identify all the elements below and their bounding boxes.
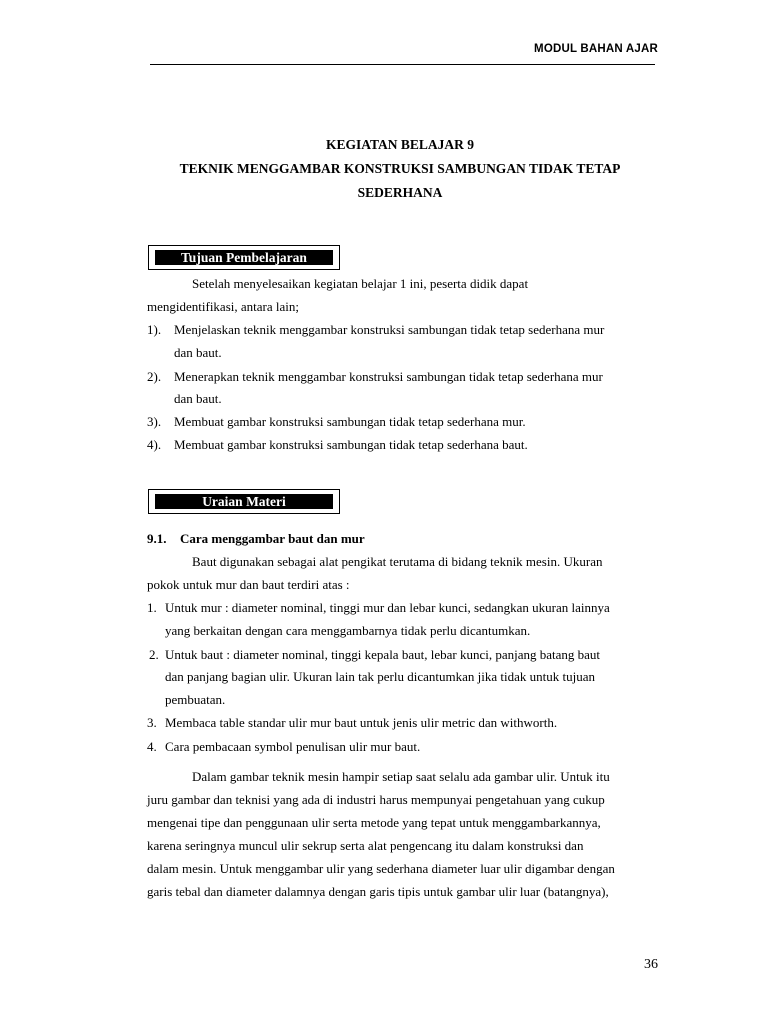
- list-item-2-line3: pembuatan.: [165, 692, 226, 707]
- uraian-label-box: [148, 489, 340, 514]
- para2-line6: garis tebal dan diameter dalamnya dengan garis tipis untuk gambar ulir luar (batangnya),: [147, 884, 609, 899]
- list-item-2-line1: Untuk baut : diameter nominal, tinggi kepala baut, lebar kunci, panjang batang baut: [165, 647, 601, 662]
- running-header: MODUL BAHAN AJAR: [534, 43, 658, 55]
- list-item-1-line2: yang berkaitan dengan cara menggambarnya tidak perlu dicantumkan.: [165, 623, 531, 638]
- list-item-4-num: 4.: [147, 739, 157, 754]
- tujuan-item-1-line2: dan baut.: [174, 345, 222, 360]
- para2-line4: karena seringnya muncul ulir sekrup serta alat pengencang itu dalam konstruksi dan: [147, 838, 584, 853]
- para2-line1: Dalam gambar teknik mesin hampir setiap saat selalu ada gambar ulir. Untuk itu: [192, 769, 610, 784]
- list-item-1-num: 1.: [147, 600, 157, 615]
- tujuan-intro-line1: Setelah menyelesaikan kegiatan belajar 1 ini, peserta didik dapat: [192, 276, 529, 291]
- list-item-3-line1: Membaca table standar ulir mur baut untuk jenis ulir metric dan withworth.: [165, 715, 558, 730]
- list-item-4-line1: Cara pembacaan symbol penulisan ulir mur baut.: [165, 739, 421, 754]
- tujuan-label: Tujuan Pembelajaran: [155, 250, 333, 265]
- uraian-label: Uraian Materi: [155, 494, 333, 509]
- para1-line1: Baut digunakan sebagai alat pengikat terutama di bidang teknik mesin. Ukuran: [192, 554, 603, 569]
- tujuan-item-4-num: 4).: [147, 437, 162, 452]
- chapter-title: KEGIATAN BELAJAR 9: [325, 137, 475, 152]
- section-number: 9.1.: [147, 531, 167, 546]
- header-rule: [150, 64, 655, 65]
- para2-line3: mengenai tipe dan penggunaan ulir serta metode yang tepat untuk menggambarkannya,: [147, 815, 601, 830]
- list-item-2-line2: dan panjang bagian ulir. Ukuran lain tak perlu dicantumkan jika tidak untuk tujuan: [165, 669, 595, 684]
- para2-line2: juru gambar dan teknisi yang ada di industri harus mempunyai pengetahuan yang cukup: [147, 792, 605, 807]
- tujuan-item-1-line1: Menjelaskan teknik menggambar konstruksi sambungan tidak tetap sederhana mur: [174, 322, 605, 337]
- tujuan-item-2-line1: Menerapkan teknik menggambar konstruksi sambungan tidak tetap sederhana mur: [174, 369, 603, 384]
- tujuan-intro-line2: mengidentifikasi, antara lain;: [147, 299, 299, 314]
- list-item-1-line1: Untuk mur : diameter nominal, tinggi mur dan lebar kunci, sedangkan ukuran lainnya: [165, 600, 610, 615]
- tujuan-item-3-line1: Membuat gambar konstruksi sambungan tidak tetap sederhana mur.: [174, 414, 526, 429]
- para1-line2: pokok untuk mur dan baut terdiri atas :: [147, 577, 350, 592]
- chapter-subtitle-line2: SEDERHANA: [357, 185, 443, 200]
- para2-line5: dalam mesin. Untuk menggambar ulir yang sederhana diameter luar ulir digambar dengan: [147, 861, 615, 876]
- chapter-subtitle-line1: TEKNIK MENGGAMBAR KONSTRUKSI SAMBUNGAN TIDAK TETAP: [179, 161, 621, 176]
- tujuan-item-4-line1: Membuat gambar konstruksi sambungan tidak tetap sederhana baut.: [174, 437, 528, 452]
- tujuan-item-2-line2: dan baut.: [174, 391, 222, 406]
- tujuan-item-1-num: 1).: [147, 322, 162, 337]
- list-item-3-num: 3.: [147, 715, 157, 730]
- list-item-2-num: 2.: [149, 647, 159, 662]
- tujuan-item-3-num: 3).: [147, 414, 162, 429]
- section-title: Cara menggambar baut dan mur: [180, 531, 365, 546]
- page-number: 36: [644, 957, 658, 972]
- tujuan-label-box: [148, 245, 340, 270]
- tujuan-item-2-num: 2).: [147, 369, 162, 384]
